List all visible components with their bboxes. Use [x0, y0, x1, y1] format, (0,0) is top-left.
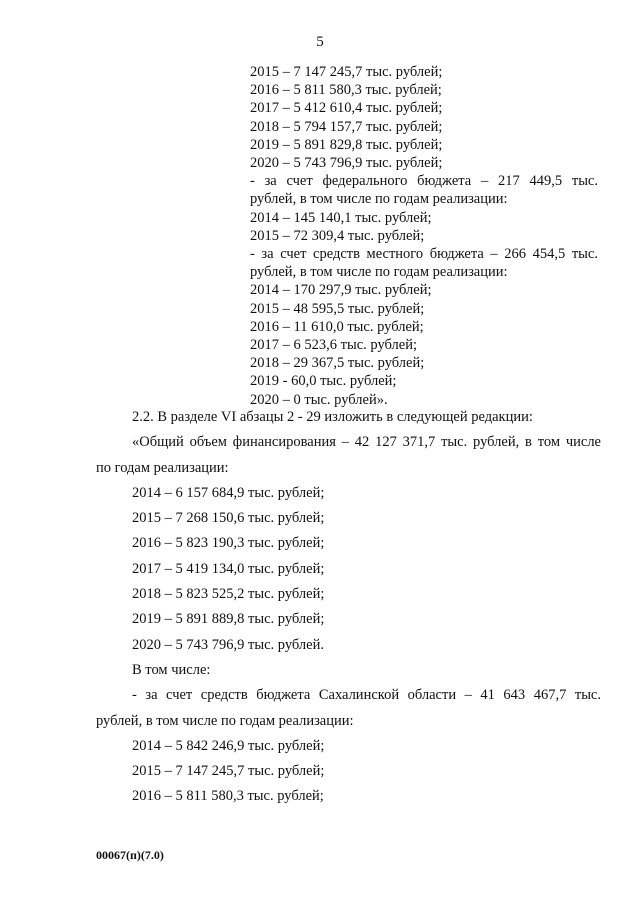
federal-budget-line: - за счет федерального бюджета – 217 449,5 тыс.	[250, 173, 598, 190]
list-item: 2016 – 5 823 190,3 тыс. рублей;	[132, 535, 325, 552]
document-code: 00067(п)(7.0)	[96, 848, 164, 862]
list-item: 2015 – 7 147 245,7 тыс. рублей;	[250, 64, 443, 80]
list-item: 2014 – 170 297,9 тыс. рублей;	[250, 282, 432, 299]
list-item: 2020 – 5 743 796,9 тыс. рублей.	[132, 636, 324, 653]
list-item: 2018 – 5 794 157,7 тыс. рублей;	[250, 118, 443, 135]
list-item: 2015 – 7 147 245,7 тыс. рублей;	[132, 763, 325, 780]
list-item: 2018 – 29 367,5 тыс. рублей;	[250, 355, 425, 372]
total-funding-line: «Общий объем финансирования – 42 127 371,7 тыс. рублей, в том числе	[132, 434, 601, 451]
section-2-2	[96, 405, 601, 810]
list-item: 2019 – 5 891 829,8 тыс. рублей;	[250, 136, 443, 153]
list-item: 2017 – 5 412 610,4 тыс. рублей;	[250, 100, 443, 117]
list-item: 2016 – 5 811 580,3 тыс. рублей;	[132, 788, 324, 805]
list-item: 2015 – 7 268 150,6 тыс. рублей;	[132, 510, 325, 527]
list-item: 2018 – 5 823 525,2 тыс. рублей;	[132, 586, 325, 603]
federal-budget-line-cont: рублей, в том числе по годам реализации:	[250, 191, 508, 208]
regional-budget-line-cont: рублей, в том числе по годам реализации:	[96, 712, 354, 729]
list-item: 2020 – 0 тыс. рублей».	[250, 391, 388, 408]
regional-budget-line: - за счет средств бюджета Сахалинской области – 41 643 467,7 тыс.	[132, 687, 601, 704]
local-budget-line-cont: рублей, в том числе по годам реализации:	[250, 264, 508, 281]
list-item: 2016 – 11 610,0 тыс. рублей;	[250, 318, 424, 335]
list-item: 2014 – 5 842 246,9 тыс. рублей;	[132, 737, 325, 754]
list-item: 2019 – 5 891 889,8 тыс. рублей;	[132, 611, 325, 628]
list-item: 2015 – 72 309,4 тыс. рублей;	[250, 227, 425, 244]
list-item: 2014 – 145 140,1 тыс. рублей;	[250, 209, 432, 226]
list-item: 2017 – 5 419 134,0 тыс. рублей;	[132, 560, 325, 577]
list-item: 2020 – 5 743 796,9 тыс. рублей;	[250, 155, 443, 172]
total-funding-line-cont: по годам реализации:	[96, 459, 229, 476]
funding-continuation-block	[250, 63, 598, 409]
list-item: 2014 – 6 157 684,9 тыс. рублей;	[132, 484, 325, 501]
list-item: 2016 – 5 811 580,3 тыс. рублей;	[250, 82, 442, 99]
list-item: 2019 - 60,0 тыс. рублей;	[250, 373, 397, 390]
including-label: В том числе:	[132, 661, 211, 678]
page-number: 5	[316, 34, 324, 50]
local-budget-line: - за счет средств местного бюджета – 266 454,5 тыс.	[250, 246, 598, 263]
list-item: 2017 – 6 523,6 тыс. рублей;	[250, 337, 417, 354]
list-item: 2015 – 48 595,5 тыс. рублей;	[250, 300, 425, 317]
section-heading: 2.2. В разделе VI абзацы 2 - 29 изложить в следующей редакции:	[132, 409, 533, 425]
